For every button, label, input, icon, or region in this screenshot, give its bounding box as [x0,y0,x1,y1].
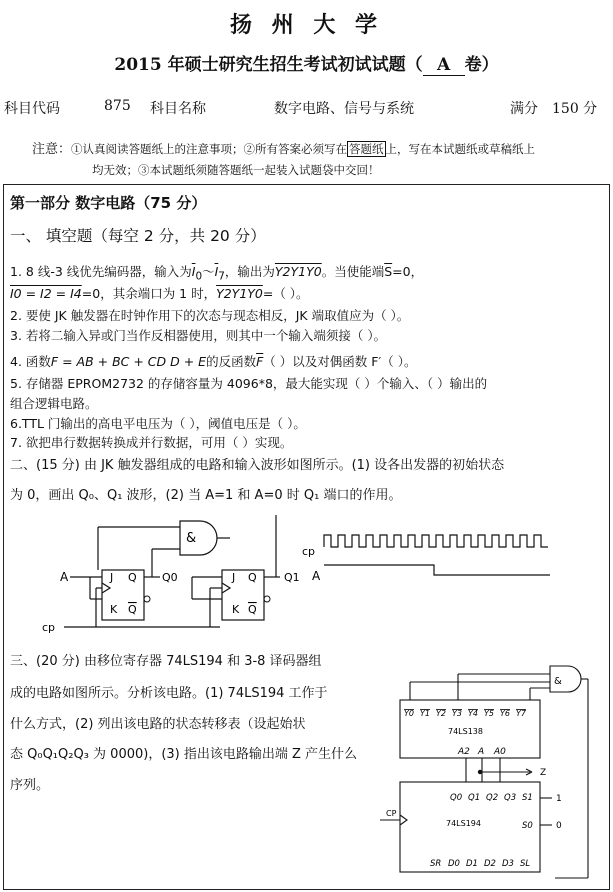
output-q1-label: Q1 [284,571,300,584]
ff1-qbar-label: Q [128,603,137,616]
paper-version: A [423,55,465,76]
register-s0-label: S0 [522,821,533,831]
register-input: D2 [484,859,496,869]
decoder-output: Y1 [420,709,430,718]
decoder-output-labels [404,709,527,718]
s0-value: 0 [556,821,562,831]
ff2-k-label: K [232,603,240,616]
section1-title: 一、 填空题（每空 2 分，共 20 分） [10,227,266,245]
decoder-output: Y7 [516,709,526,718]
section3-line-2: 成的电路如图所示。分析该电路。(1) 74LS194 工作于 [10,686,328,701]
decoder-input: A [478,747,485,757]
exam-title [0,50,613,76]
register-output: Q3 [504,793,517,803]
register-output: Q2 [486,793,499,803]
register-output: Q0 [450,793,463,803]
output-z-label: Z [540,768,547,778]
ff2-qbar-label: Q [248,603,257,616]
register-input: SL [520,859,531,869]
university-title: 扬 州 大 学 [230,12,383,38]
question-1-line-1: 1. 8 线-3 线优先编码器，输入为$\overline{I}_0\sim\overline{I}_7$，输出为Y2Y1Y0。当使能端$\overline{S}=0$， [10,264,424,283]
decoder-output: Y6 [500,709,510,718]
decoder-input-labels [457,747,506,757]
question-5-line-2: 组合逻辑电路。 [10,396,98,411]
question-1-line-2: I0 = I2 = I4=0，其余端口为 1 时，Y2Y1Y0=（ ）。 [10,286,309,301]
decoder-output: Y0 [404,709,414,718]
ff1-qbar-bubble [144,596,150,602]
notice-label: 注意： [32,142,72,157]
question-2: 2. 要使 JK 触发器在时钟作用下的次态与现态相反，JK 端取值应为（ ）。 [10,308,410,323]
decoder-output: Y2 [436,709,446,718]
question-3: 3. 若将二输入异或门当作反相器使用，则其中一个输入端须接（ ）。 [10,328,387,343]
a-waveform [324,565,550,575]
ff1-k-label: K [110,603,118,616]
exam-title-suffix: 卷） [464,55,499,75]
register-input: D1 [466,859,478,869]
register-bottom-labels [430,859,530,869]
input-cp-label: cp [42,621,56,634]
question-7: 7. 欲把串行数据转换成并行数据，可用（ ）实现。 [10,435,293,450]
ff2-q-label: Q [248,571,257,584]
section2-line-2: 为 0，画出 Q₀、Q₁ 波形，(2) 当 A=1 和 A=0 时 Q₁ 端口的作用。 [10,488,402,503]
section3-line-1: 三、(20 分) 由移位寄存器 74LS194 和 3-8 译码器组 [10,654,322,669]
decoder-input: A0 [494,747,506,757]
section3-line-4: 态 Q₀Q₁Q₂Q₃ 为 0000)，(3) 指出该电路输出端 Z 产生什么 [10,747,358,762]
subject-code-label: 科目代码 [4,101,60,117]
register-s1-label: S1 [522,793,533,803]
waveform-diagram [300,525,560,585]
subject-name-value: 数字电路、信号与系统 [274,101,414,117]
input-a-label: A [60,570,69,584]
part1-title: 第一部分 数字电路（75 分） [10,194,207,212]
section3-line-3: 什么方式，(2) 列出该电路的状态转移表（设起始状 [10,717,306,732]
question-4: 4. 函数F = AB + BC + CD D + E的反函数$\overline{F}$（ ）以及对偶函数 F′（ ）。 [10,354,417,369]
register-input: D0 [448,859,460,869]
question-5-line-1: 5. 存储器 EPROM2732 的存储容量为 4096*8，最大能实现（ ）个输入、（ ）输出的 [10,376,488,391]
register-name: 74LS194 [446,819,481,828]
section3-line-5: 序列。 [10,778,50,793]
cp-waveform [324,535,548,547]
ff1-q-label: Q [128,571,137,584]
decoder-name: 74LS138 [448,727,483,736]
decoder-output: Y5 [484,709,494,718]
register-input: D3 [502,859,514,869]
notice-line-2: 均无效；③本试题纸须随答题纸一起装入试题袋中交回！ [92,163,380,177]
wave-cp-label: cp [302,545,316,558]
notice-line-1: 注意：①认真阅读答题纸上的注意事项；②所有答案必须写在 答题纸 上，写在本试题纸或草稿纸上 [32,142,536,157]
answer-sheet-box: 答题纸 [349,142,384,156]
s1-value: 1 [556,794,562,804]
fig1-gate-label: & [186,531,197,546]
subject-name-label: 科目名称 [150,101,206,117]
subject-code-value: 875 [104,98,131,114]
ff2-j-label: J [232,571,236,584]
jk-circuit-diagram [40,515,320,635]
ff1-j-label: J [110,571,114,584]
section2-line-1: 二、(15 分) 由 JK 触发器组成的电路和输入波形如图所示。(1) 设各出发器的初始状态 [10,458,505,473]
output-q0-label: Q0 [162,571,178,584]
question-6: 6.TTL 门输出的高电平电压为（ ），阈值电压是（ ）。 [10,416,306,431]
shift-register-decoder-diagram [380,660,595,882]
register-cp-label: CP [386,809,397,818]
ff2-qbar-bubble [264,596,270,602]
wave-a-label: A [312,569,321,583]
decoder-output: Y4 [468,709,478,718]
z-junction-dot [478,770,482,774]
register-output: Q1 [468,793,481,803]
decoder-output: Y3 [452,709,462,718]
register-input: SR [430,859,442,869]
fig2-gate-label: & [554,676,562,687]
decoder-input: A2 [458,747,470,757]
score-value: 150 分 [552,101,598,117]
exam-title-prefix: 2015 年硕士研究生招生考试初试试题（ [114,55,423,75]
score-label: 满分 [510,101,538,117]
